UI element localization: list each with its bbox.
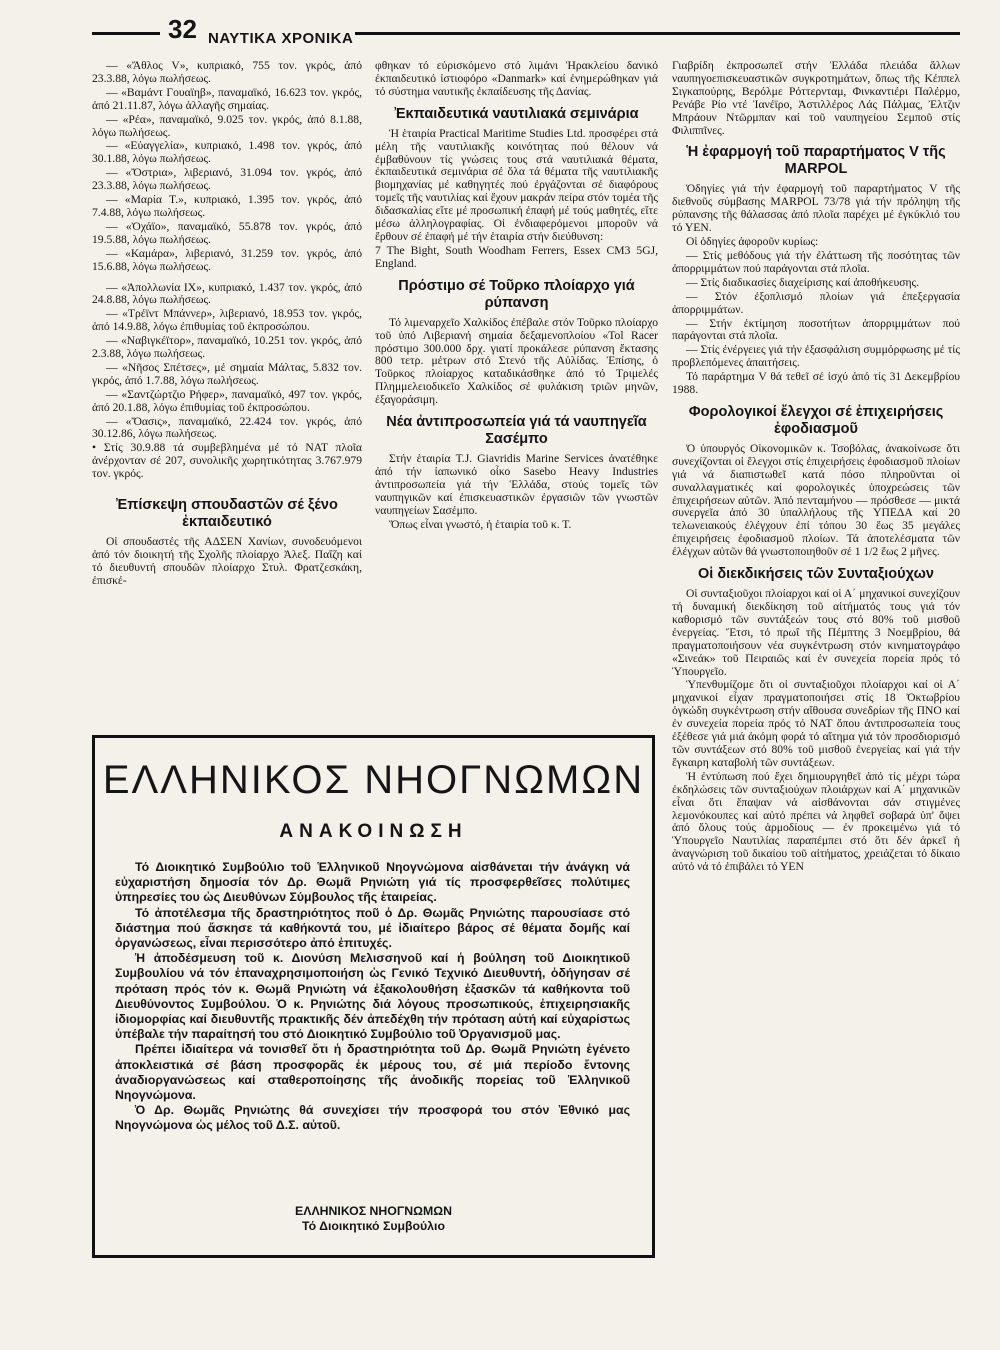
heading-marpol: Ἡ ἐφαρμογή τοῦ παραρτήματος V τῆς MARPOL [686, 144, 946, 178]
ship-entry: — «Βαμάντ Γουαϊηβ», παναμαϊκό, 16.623 τον. γκρός, ἀπό 21.11.87, λόγω ἀλλαγῆς σημαίας. [92, 85, 362, 112]
body-paragraph: Ἡ ἐντύπωση πού ἔχει δημιουργηθεῖ ἀπό τίς μέχρι τώρα ἐκδηλώσεις τῶν συνταξιούχων πλοιάρχων καί Α΄ μηχανικῶν εἶναι ὅτι ἔπαψαν νά αἰσθάνονται σάν στιγμένες λεμονόκουπες καί αὐτό πρέπει νά ληφθεῖ σοβαρά ὑπ' ὄψει ἀπό ὅλους τούς ἁρμοδίους — ἐν προκειμένω γιά τό Ὑπουργεῖο Ναυτιλίας παραπέμπει στό ὅτι δέν ἀρκεῖ ἡ ἀναγνώριση τοῦ δικαίου τοῦ αἰτήματος, χρειάζεται τό δίκαιο αὐτό νά τό ἐπιβάλει τό ΥΕΝ [672, 769, 960, 874]
column-2 [375, 60, 658, 532]
announcement-paragraph: Ὁ Δρ. Θωμᾶς Ρηνιώτης θά συνεχίσει τήν προσφορά του στόν Ἐθνικό μας Νηογνώμονα ὡς μέλος τοῦ Δ.Σ. αὐτοῦ. [115, 1103, 630, 1133]
ship-entry: — «Ὀχάϊο», παναμαϊκό, 55.878 τον. γκρός, ἀπό 19.5.88, λόγω πωλήσεως. [92, 219, 362, 246]
body-paragraph: Τό παράρτημα V θά τεθεῖ σέ ἰσχύ ἀπό τίς 31 Δεκεμβρίου 1988. [672, 370, 960, 397]
body-paragraph: Ἡ ἑταιρία Practical Maritime Studies Ltd. προσφέρει στά μέλη τῆς ναυτιλιακῆς κοινότητας πού θέλουν νά ἐμβαθύνουν τίς γνώσεις τους στά ναυτιλιακά θέματα, ἐκπαιδευτικά σεμινάρια σέ ὅλα τά θέματα τῆς ναυτιλιακῆς βιομηχανίας μέ καθηγητές πού ἐργάζονται σέ διαφόρους τομεῖς τῆς ναυτιλίας καί ἔχουν μακράν πείρα στόν τομέα τῆς διδασκαλίας εἴτε μέ προσωπική ἐπαφή μέ τούς μαθητές, εἴτε μέσω ἀλληλογραφίας. Οἱ ἐνδιαφερόμενοι μποροῦν νά ἔρθουν σέ ἐπαφή μέ τήν ἑταιρία στήν διεύθυνση: [375, 126, 658, 243]
ship-entry: — «Ἀπολλωνία ΙΧ», κυπριακό, 1.437 τον. γκρός, ἀπό 24.8.88, λόγω πωλήσεως. [92, 280, 362, 307]
ship-entry: — «Μαρία Τ.», κυπριακό, 1.395 τον. γκρός, ἀπό 7.4.88, λόγω πωλήσεως. [92, 193, 362, 219]
heading-fine: Πρόστιμο σέ Τοῦρκο πλοίαρχο γιά ρύπανση [398, 277, 635, 311]
body-paragraph: Ὁδηγίες γιά τήν ἐφαρμογή τοῦ παραρτήματος V τῆς διεθνοῦς σύμβασης MARPOL 73/78 γιά τήν πρόληψη τῆς ρύπανσης τῆς θάλασσας ἀπό πλοῖα παρέχει μέ ἐγκύκλιό του τό ΥΕΝ. [672, 182, 960, 235]
body-paragraph: Οἱ συνταξιοῦχοι πλοίαρχοι καί οἱ Α΄ μηχανικοί συνεχίζουν τή δυναμική διεκδίκηση τοῦ αἰτήματός τους γιά τόν καθορισμό τῶν συντάξεών τους στό 80% τοῦ μισθοῦ ἐνεργείας. Ἔτσι, τό πρωΐ τῆς Πέμπτης 3 Νοεμβρίου, θά πραγματοποιήσουν νέα συγκέντρωση στόν κινηματογράφο «Σινεάκ» τοῦ Πειραιῶς καί ἐν συνεχεία πορεία πρός τό Ὑπουργεῖο. [672, 587, 960, 678]
ship-entry: — «Καμάρα», λιβεριανό, 31.259 τον. γκρός, ἀπό 15.6.88, λόγω πωλήσεως. [92, 246, 362, 273]
announcement-signature [95, 1204, 652, 1234]
heading-pensioners: Οἱ διεκδικήσεις τῶν Συνταξιούχων [698, 566, 934, 583]
body-paragraph: Γιαβρίδη ἐκπροσωπεῖ στήν Ἑλλάδα πλειάδα ἄλλων ναυπηγοεπισκευαστικῶν συγκροτημάτων, ὅπως τῆς Κέππελ Σιγκαπούρης, Βερόλμε Ρόττερνταμ, Φινκαντιέρι Παλέρμο, Ρενάβε Ρίο ντέ Ἰανέϊρο, Ἀστιλλέρος Λάς Πάλμας, Ἐλτζιν Μπράουν Ντῶρμπαν καί τοῦ ναυπηγείου Σεμποῦ στίς Φιλιππῖνες. [672, 59, 960, 137]
ship-entry: — «Ὄστρια», λιβεριανό, 31.094 τον. γκρός, ἀπό 23.3.88, λόγω πωλήσεως. [92, 166, 362, 193]
list-item: — Στίς μεθόδους γιά τήν ἐλάττωση τῆς ποσότητας τῶν ἀπορριμμάτων πού παράγονται στά πλοῖα. [672, 248, 960, 275]
list-item: — Στίς ἐνέργειες γιά τήν ἐξασφάλιση συμμόρφωσης μέ τίς προβλεπόμενες ἀπαιτήσεις. [672, 343, 960, 370]
ship-entry: — «Ναβιγκέϊτορ», παναμαϊκό, 10.251 τον. γκρός, ἀπό 2.3.88, λόγω πωλήσεως. [92, 334, 362, 361]
announcement-box [92, 735, 655, 1258]
heading-seminars: Ἐκπαιδευτικά ναυτιλιακά σεμινάρια [394, 105, 639, 122]
body-paragraph: Ὑπενθυμίζομε ὅτι οἱ συνταξιοῦχοι πλοίαρχοι καί οἱ Α΄ μηχανικοί εἶχαν πραγματοποιήσει στίς 18 Ὀκτωβρίου ὀγκώδη συγκέντρωση στήν αἴθουσα συνεδρίων τῆς ΠΝΟ καί ἐν συνεχεία πορεία πρός τό ΝΑΤ ὅπου ἀντιπροσωπεία τους ἐξέθεσε γιά μιά ἀκόμη φορά τό αἴτημα γιά τόν προσδιορισμό τῶν συντάξεων στό 80% τοῦ μισθοῦ ἐνεργείας καί γιά τήν ἔγκαιρη καταβολή τῶν συντάξεων. [672, 678, 960, 769]
header-rule-left [92, 32, 160, 35]
announcement-paragraph: Πρέπει ἰδιαίτερα νά τονισθεῖ ὅτι ἡ δραστηριότητα τοῦ Δρ. Θωμᾶ Ρηνιώτη ἐγένετο ἀποκλειστικά σέ βάση προσφορᾶς ἐκ μέρους του, σέ μιά περίοδο ἔντονης ἀναδιοργανώσεως καί σταθεροποίησης τῆς ἀνοδικῆς πορείας τοῦ Ἑλληνικοῦ Νηογνώμονα. [115, 1042, 630, 1103]
announcement-paragraph: Τό ἀποτέλεσμα τῆς δραστηριότητος ποῦ ὁ Δρ. Θωμᾶς Ρηνιώτης παρουσίασε στό διάστημα πού ἄσκησε τά καθήκοντά του, μέ ἰδιαίτερο βάρος σέ θέματα δομῆς καί ὀργανώσεως, εἶναι περισσότερο ἀπό ἐπιτυχές. [115, 905, 630, 951]
announcement-body [115, 860, 630, 1134]
list-item: — Στήν ἐκτίμηση ποσοτήτων ἀπορριμμάτων πού παράγονται στά πλοῖα. [672, 316, 960, 343]
header-rule-right [355, 32, 960, 35]
ship-entry: — «Εὐαγγελία», κυπριακό, 1.498 τον. γκρός, ἀπό 30.1.88, λόγω πωλήσεως. [92, 139, 362, 166]
announcement-paragraph: Ἡ ἀποδέσμευση τοῦ κ. Διονύση Μελισσηνοῦ καί ἡ βούληση τοῦ Διοικητικοῦ Συμβουλίου νά τόν ἐπαναχρησιμοποιήση ὡς Γενικό Τεχνικό Διευθυντή, ὁδήγησαν σέ πρόταση πρός τόν κ. Θωμᾶ Ρηνιώτη νά ἐξακολουθήση ἐξασκῶν τά καθήκοντα τοῦ Διευθύνοντος Συμβούλου. Ὁ κ. Ρηνιώτης διά λόγους προσωπικούς, ἐπιχειρησιακῆς ἰδιομορφίας καί διευθυντῆς πρακτικῆς δέν ἀπεδέχθη τήν πρόταση αὐτή καί εὐχαρίστως ὑπέβαλε τήν παραίτησή του στό Διοικητικό Συμβούλιο τοῦ Ὀργανισμοῦ μας. [115, 951, 630, 1042]
ship-entry: • Στίς 30.9.88 τά συμβεβλημένα μέ τό ΝΑΤ πλοῖα ἀνέρχονταν σέ 207, συνολικῆς χωρητικότητας 3.767.979 τον. γκρός. [92, 441, 362, 481]
ship-entry: — «Νῆσος Σπέτσες», μέ σημαία Μάλτας, 5.832 τον. γκρός, ἀπό 1.7.88, λόγω πωλήσεως. [92, 360, 362, 387]
announcement-title: ΕΛΛΗΝΙΚΟΣ ΝΗΟΓΝΩΜΩΝ [102, 758, 645, 802]
body-paragraph: Ὅπως εἶναι γνωστό, ἡ ἑταιρία τοῦ κ. Τ. [389, 517, 572, 531]
announcement-paragraph: Τό Διοικητικό Συμβούλιο τοῦ Ἑλληνικοῦ Νηογνώμονα αἰσθάνεται τήν ἀνάγκη νά εὐχαριστήση δημοσία τόν Δρ. Θωμᾶ Ρηνιώτη γιά τίς προσφερθεῖσες πολύτιμες ὑπηρεσίες του ὡς Διευθύνων Σύμβουλος τῆς ἑταιρείας. [115, 860, 630, 905]
announcement-subtitle: ΑΝΑΚΟΙΝΩΣΗ [279, 821, 468, 842]
signature-org: ΕΛΛΗΝΙΚΟΣ ΝΗΟΓΝΩΜΩΝ [295, 1204, 452, 1218]
signature-board: Τό Διοικητικό Συμβούλιο [302, 1219, 445, 1233]
body-paragraph: φθηκαν τό εὐρισκόμενο στό λιμάνι Ἡρακλείου δανικό ἐκπαιδευτικό ἱστιοφόρο «Danmark» καί ἐνημερώθηκαν γιά τό σύστημα ναυτικῆς ἐκπαίδευσης τῆς Δανίας. [375, 59, 658, 98]
page-number: 32 [168, 14, 197, 44]
publication-name: ΝΑΥΤΙΚΑ ΧΡΟΝΙΚΑ [208, 30, 354, 47]
body-paragraph: Τό λιμεναρχεῖο Χαλκίδος ἐπέβαλε στόν Τοῦρκο πλοίαρχο τοῦ ὑπό Λιβεριανή σημαία δεξαμενοπλοίου «Tol Racer πρόστιμο 300.000 δρχ. γιατί προκάλεσε ρύπανση ἔκτασης 800 τετρ. μέτρων στό Στενό τῆς Αὐλίδας. Ἐπίσης, ὁ Τοῦρκος πλοίαρχος καταδικάσθηκε ἀπό τό Τριμελές Πλημμελειοδικεῖο Χαλκίδος σέ φυλάκιση τριῶν μηνῶν, ἐξαγοράσιμη. [375, 315, 658, 407]
ship-entry: — «Τρέϊντ Μπάννερ», λιβεριανό, 18.953 τον. γκρός, ἀπό 14.9.88, λόγω ἐπιθυμίας τοῦ ἐκπροσώπου. [92, 307, 362, 334]
heading-sasebo: Νέα ἀντιπροσωπεία γιά τά ναυπηγεῖα Σασέμπο [386, 414, 647, 448]
list-item: — Στόν ἐξοπλισμό πλοίων γιά ἐπεξεργασία ἀπορριμμάτων. [672, 289, 960, 316]
body-paragraph: Οἱ σπουδαστές τῆς ΑΔΣΕΝ Χανίων, συνοδευόμενοι ἀπό τόν διοικητή τῆς Σχολῆς πλοίαρχο Ἀλεξ. Παΐζη καί τό διευθυντή σπουδῶν πλοίαρχο Στυλ. Φρατζεσκάκη, ἐπισκέ- [92, 535, 362, 587]
body-paragraph: Ὁ ὑπουργός Οἰκονομικῶν κ. Τσοβόλας, ἀνακοίνωσε ὅτι συνεχίζονται οἱ ἔλεγχοι στίς ἐπιχειρήσεις ἐφοδιασμοῦ πλοίων γιά νά διαπιστωθεῖ κατά πόσο πληροῦνται οἱ συναλλαγματικές καί φορολογικές ὑποχρεώσεις τῶν ἐπιχειρήσεων αὐτῶν. Ἀπό πενταμήνου — πρόσθεσε — μικτά συνεργεῖα ἀπό 30 ὑπαλλήλους τῆς ΥΠΕΔΑ καί 20 τελωνειακούς ἐλέγχουν ἐπί τόπου 30 ἕως 35 μεγάλες ἐπιχειρήσεις ἐφοδιασμοῦ πλοίων. Τά ἀποτελέσματα τῶν ἐλέγχων αὐτῶν θά γνωστοποιηθοῦν σέ 1 1/2 ἕως 2 μῆνες. [672, 441, 960, 559]
heading-student-visit: Ἐπίσκεψη σπουδαστῶν σέ ξένο ἐκπαιδευτικό [116, 497, 338, 531]
column-3 [672, 60, 960, 875]
list-item: — Στίς διαδικασίες διαχείρισης καί ἀποθήκευσης. [686, 275, 920, 289]
body-paragraph: Οἱ ὁδηγίες ἀφοροῦν κυρίως: [686, 235, 819, 249]
ship-entry: — «Ὄασις», παναμαϊκό, 22.424 τον. γκρός, ἀπό 30.12.86, λόγω πωλήσεως. [92, 414, 362, 441]
address: 7 The Bight, South Woodham Ferrers, Essex CM3 5GJ, England. [375, 243, 658, 270]
ship-entry: — «Σαντζώρτζιο Ρήφερ», παναμαϊκό, 497 τον. γκρός, ἀπό 20.1.88, λόγω ἐπιθυμίας τοῦ ἐκπροσώπου. [92, 387, 362, 414]
body-paragraph: Στήν ἑταιρία T.J. Giavridis Marine Services ἀνατέθηκε ἀπό τήν ἰαπωνικό οἶκο Sasebo Heavy Industries ἀντιπροσωπεία γιά τήν Ἑλλάδα, στούς τομεῖς τῶν ναυπηγικῶν καί ἐπισκευαστικῶν ἐργασιῶν τῶν γνωστῶν ναυπηγείων Σασέμπο. [375, 452, 658, 517]
heading-tax-audits: Φορολογικοί ἔλεγχοι σέ ἐπιχειρήσεις ἐφοδιασμοῦ [688, 403, 944, 437]
ship-entry: — «Ἄθλος V», κυπριακό, 755 τον. γκρός, ἀπό 23.3.88, λόγω πωλήσεως. [92, 59, 362, 85]
ship-entry: — «Ρέα», παναμαϊκό, 9.025 τον. γκρός, ἀπό 8.1.88, λόγω πωλήσεως. [92, 112, 362, 139]
column-1 [92, 60, 362, 589]
